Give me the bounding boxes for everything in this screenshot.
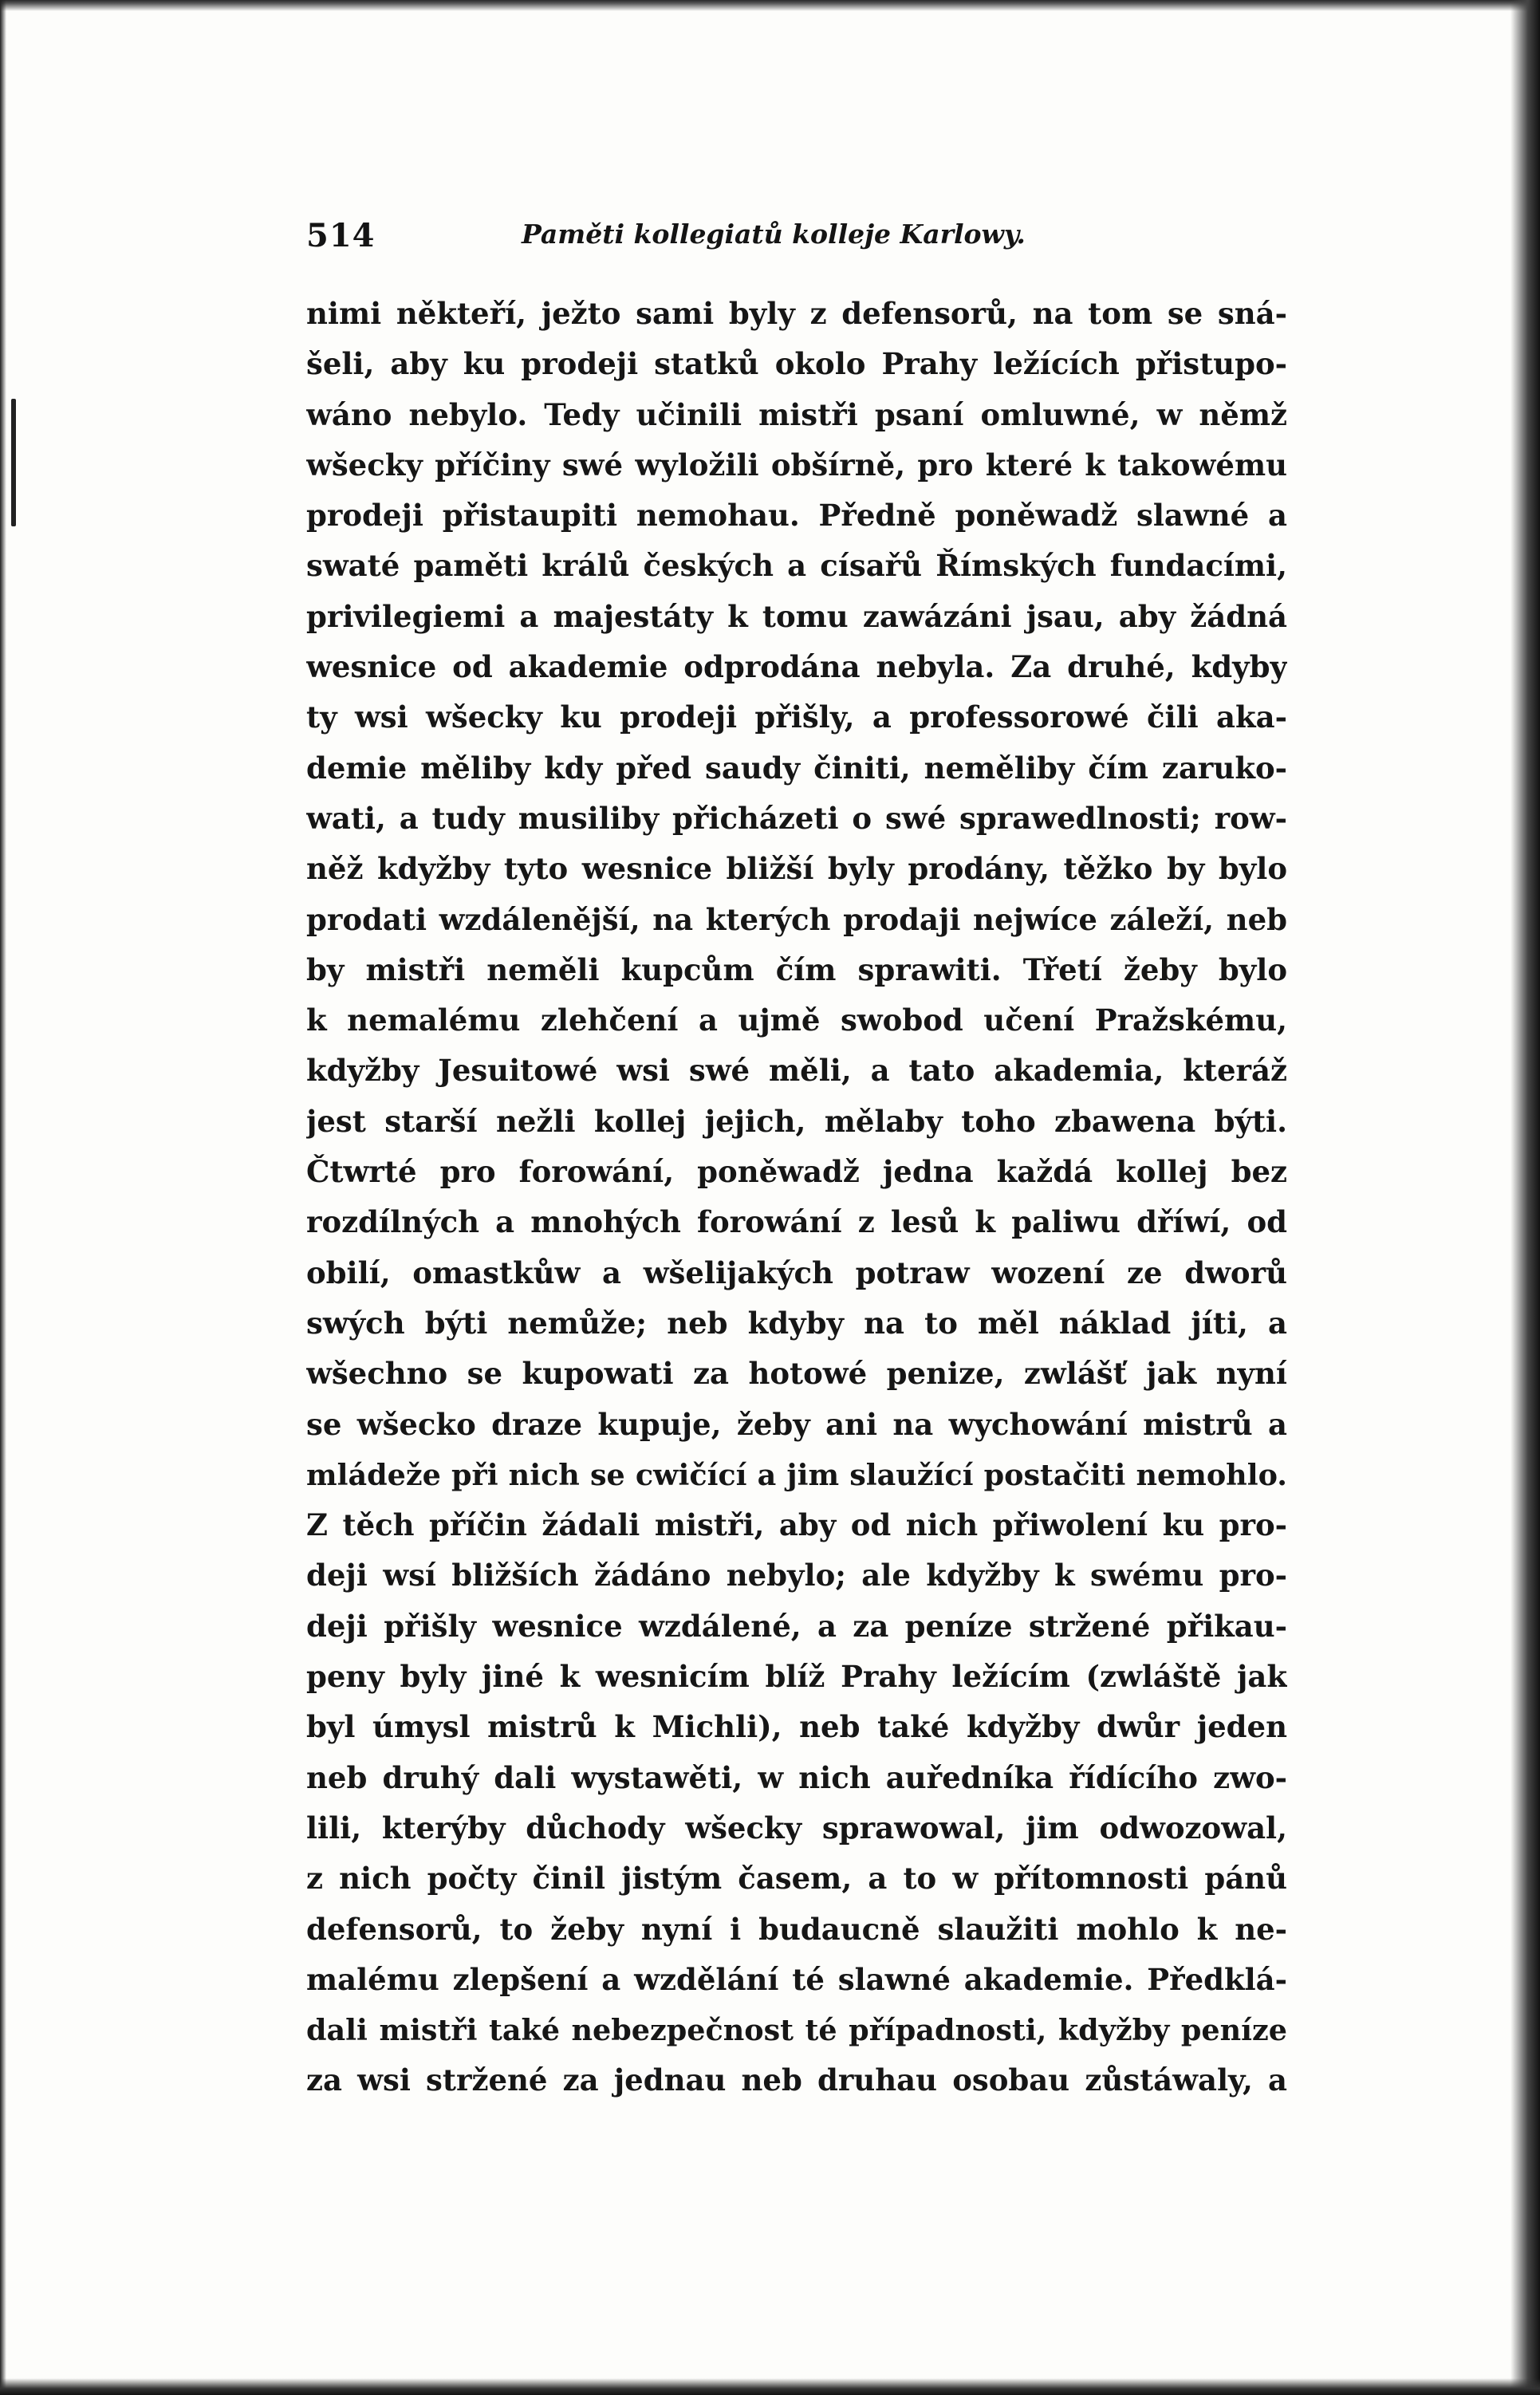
text-line: nimi někteří, ježto sami byly z defensorů, na tom se sná- [306,296,1287,331]
text-line: wáno nebylo. Tedy učinili mistři psaní omluwné, w němž [306,396,1287,432]
text-line: wšechno se kupowati za hotowé penize, zwlášť jak nyní [306,1356,1287,1392]
text-line: šeli, aby ku prodeji statků okolo Prahy ležících přistupo- [306,346,1287,382]
text-line: ty wsi wšecky ku prodeji přišly, a professorowé čili aka- [306,699,1287,735]
text-line: kdyžby Jesuitowé wsi swé měli, a tato akademia, kteráž [306,1053,1287,1089]
text-line: by mistři neměli kupcům čím sprawiti. Třetí žeby bylo [306,951,1287,987]
running-title: Paměti kollegiatů kolleje Karlowy. [522,219,1026,250]
text-line: demie měliby kdy před saudy činiti, neměliby čím zaruko- [306,750,1287,786]
text-line: privilegiemi a majestáty k tomu zawázáni jsau, aby žádná [306,598,1287,634]
text-line: deji wsí bližších žádáno nebylo; ale kdyžby k swému pro- [306,1558,1287,1593]
text-line: obilí, omastkůw a wšelijakých potraw wození ze dworů [306,1255,1287,1290]
text-line: swaté paměti králů českých a císařů Římských fundacími, [306,548,1287,584]
text-line: defensorů, to žeby nyní i budaucně slaužiti mohlo k ne- [306,1911,1287,1947]
text-line: něž kdyžby tyto wesnice bližší byly prodány, těžko by bylo [306,851,1287,887]
text-line: swých býti nemůže; neb kdyby na to měl náklad jíti, a [306,1305,1287,1341]
text-line: lili, kterýby důchody wšecky sprawowal, jim odwozowal, [306,1810,1287,1845]
text-line: rozdílných a mnohých forowání z lesů k paliwu dříwí, od [306,1204,1287,1240]
text-line: mládeže při nich se cwičící a jim slaužící postačiti nemohlo. [306,1457,1287,1492]
text-line: prodeji přistaupiti nemohau. Předně poněwadž slawné a [306,498,1287,534]
text-line: jest starší nežli kollej jejich, mělaby toho zbawena býti. [306,1103,1287,1139]
running-head [306,217,1287,265]
text-line: Z těch příčin žádali mistři, aby od nich přiwolení ku pro- [306,1507,1287,1543]
scan-edge-left [0,0,6,2395]
scan-edge-bottom [0,2378,1540,2395]
text-line: peny byly jiné k wesnicím blíž Prahy ležícím (zwláště jak [306,1659,1287,1695]
text-line: wati, a tudy musiliby přicházeti o swé sprawedlnosti; row- [306,800,1287,836]
text-line: se wšecko draze kupuje, žeby ani na wychowání mistrů a [306,1406,1287,1442]
scan-edge-top [0,0,1540,11]
text-line: Čtwrté pro forowání, poněwadž jedna každá kollej bez [306,1154,1287,1190]
text-line: wšecky příčiny swé wyložili obšírně, pro které k takowému [306,447,1287,483]
body-text [306,289,1287,2106]
text-line: k nemalému zlehčení a ujmě swobod učení Pražskému, [306,1003,1287,1038]
text-line: z nich počty činil jistým časem, a to w přítomnosti pánů [306,1861,1287,1897]
page-number: 514 [306,217,376,254]
text-line: prodati wzdálenější, na kterých prodaji nejwíce záleží, neb [306,901,1287,937]
text-line: dali mistři také nebezpečnost té případnosti, kdyžby peníze [306,2013,1287,2048]
text-line: wesnice od akademie odprodána nebyla. Za druhé, kdyby [306,649,1287,685]
text-line: byl úmysl mistrů k Michli), neb také kdyžby dwůr jeden [306,1709,1287,1745]
scan-edge-right [1510,0,1540,2395]
text-line: deji přišly wesnice wzdálené, a za peníze stržené přikau- [306,1608,1287,1644]
text-line: malému zlepšení a wzdělání té slawné akademie. Předklá- [306,1961,1287,1997]
scan-binding-mark [11,399,16,526]
text-line: neb druhý dali wystawěti, w nich auředníka řídícího zwo- [306,1759,1287,1795]
text-line: za wsi stržené za jednau neb druhau osobau zůstáwaly, a [306,2062,1287,2098]
